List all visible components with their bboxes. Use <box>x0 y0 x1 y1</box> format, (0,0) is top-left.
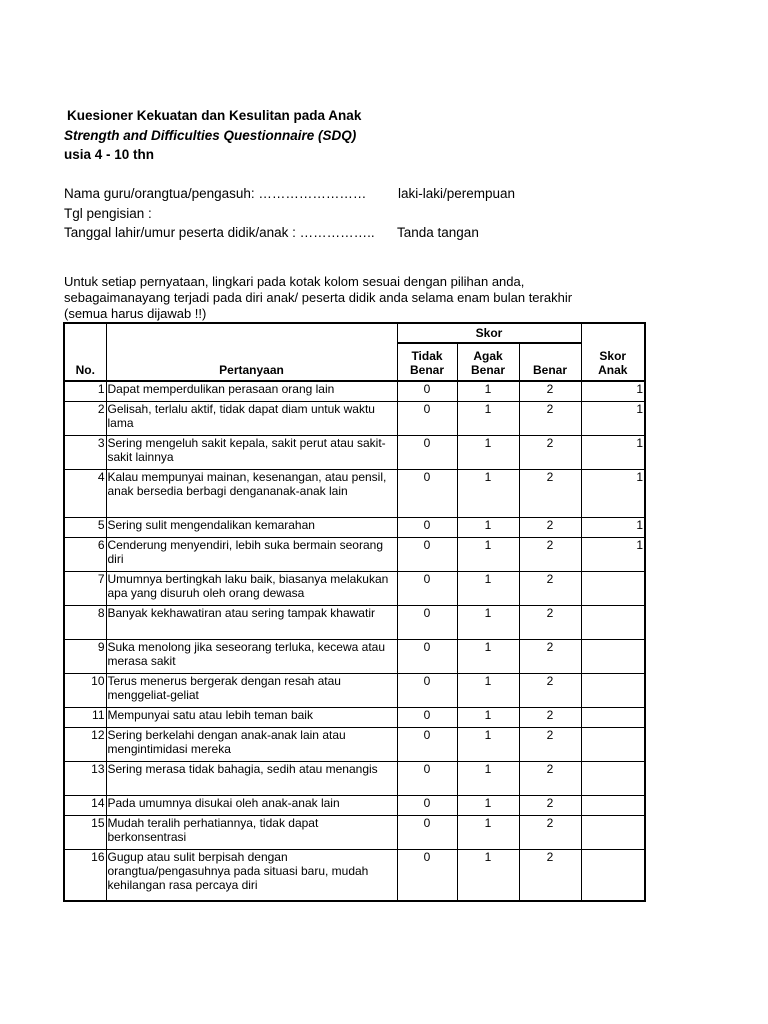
score-option-benar[interactable]: 2 <box>519 605 581 639</box>
question-text: Dapat memperdulikan perasaan orang lain <box>106 381 397 401</box>
score-option-agak-benar[interactable]: 1 <box>457 517 519 537</box>
table-row <box>64 707 645 727</box>
question-text: Banyak kekhawatiran atau sering tampak khawatir <box>106 605 397 639</box>
column-header-skor: Skor <box>397 323 581 343</box>
table-row <box>64 727 645 761</box>
question-text: Suka menolong jika seseorang terluka, kecewa atau merasa sakit <box>106 639 397 673</box>
table-row <box>64 673 645 707</box>
question-number: 2 <box>64 401 106 435</box>
question-number: 5 <box>64 517 106 537</box>
question-text: Mudah teralih perhatiannya, tidak dapat berkonsentrasi <box>106 815 397 849</box>
instruction-line: Untuk setiap pernyataan, lingkari pada kotak kolom sesuai dengan pilihan anda, <box>64 274 525 289</box>
score-option-agak-benar[interactable]: 1 <box>457 849 519 901</box>
table-row <box>64 795 645 815</box>
score-option-benar[interactable]: 2 <box>519 761 581 795</box>
score-option-agak-benar[interactable]: 1 <box>457 571 519 605</box>
table-row <box>64 401 645 435</box>
table-row <box>64 639 645 673</box>
question-text: Cenderung menyendiri, lebih suka bermain seorang diri <box>106 537 397 571</box>
score-option-agak-benar[interactable]: 1 <box>457 537 519 571</box>
question-number: 14 <box>64 795 106 815</box>
score-option-agak-benar[interactable]: 1 <box>457 435 519 469</box>
instruction-line: (semua harus dijawab !!) <box>64 306 207 321</box>
child-score[interactable] <box>581 673 645 707</box>
table-row <box>64 761 645 795</box>
score-option-tidak-benar[interactable]: 0 <box>397 849 457 901</box>
score-option-benar[interactable]: 2 <box>519 707 581 727</box>
question-text: Umumnya bertingkah laku baik, biasanya melakukan apa yang disuruh oleh orang dewasa <box>106 571 397 605</box>
column-header-benar: Benar <box>519 343 581 381</box>
score-option-agak-benar[interactable]: 1 <box>457 795 519 815</box>
score-option-tidak-benar[interactable]: 0 <box>397 401 457 435</box>
question-number: 7 <box>64 571 106 605</box>
question-number: 4 <box>64 469 106 517</box>
table-row <box>64 469 645 517</box>
score-option-benar[interactable]: 2 <box>519 435 581 469</box>
question-number: 8 <box>64 605 106 639</box>
score-option-benar[interactable]: 2 <box>519 381 581 401</box>
score-option-benar[interactable]: 2 <box>519 849 581 901</box>
child-score[interactable] <box>581 761 645 795</box>
age-range: usia 4 - 10 thn <box>64 147 155 162</box>
score-option-tidak-benar[interactable]: 0 <box>397 469 457 517</box>
score-option-tidak-benar[interactable]: 0 <box>397 605 457 639</box>
child-score[interactable] <box>581 639 645 673</box>
score-option-agak-benar[interactable]: 1 <box>457 727 519 761</box>
child-score[interactable] <box>581 815 645 849</box>
child-score[interactable] <box>581 727 645 761</box>
child-score[interactable] <box>581 849 645 901</box>
child-score[interactable]: 1 <box>581 401 645 435</box>
score-option-benar[interactable]: 2 <box>519 673 581 707</box>
score-option-benar[interactable]: 2 <box>519 639 581 673</box>
table-row <box>64 571 645 605</box>
child-score[interactable]: 1 <box>581 517 645 537</box>
column-header-agak-benar: Agak Benar <box>457 343 519 381</box>
child-score[interactable] <box>581 571 645 605</box>
instruction-line: sebagaimanayang terjadi pada diri anak/ peserta didik anda selama enam bulan terakhir <box>64 290 573 305</box>
score-option-benar[interactable]: 2 <box>519 401 581 435</box>
score-option-agak-benar[interactable]: 1 <box>457 469 519 517</box>
table-row <box>64 381 645 401</box>
table-row <box>64 537 645 571</box>
question-text: Terus menerus bergerak dengan resah atau menggeliat-geliat <box>106 673 397 707</box>
question-text: Sering sulit mengendalikan kemarahan <box>106 517 397 537</box>
table-row <box>64 605 645 639</box>
table-row <box>64 517 645 537</box>
child-score[interactable] <box>581 605 645 639</box>
child-score[interactable]: 1 <box>581 537 645 571</box>
question-number: 12 <box>64 727 106 761</box>
score-option-tidak-benar[interactable]: 0 <box>397 761 457 795</box>
score-option-benar[interactable]: 2 <box>519 517 581 537</box>
score-option-tidak-benar[interactable]: 0 <box>397 673 457 707</box>
question-text: Kalau mempunyai mainan, kesenangan, atau pensil, anak bersedia berbagi dengananak-anak lain <box>106 469 397 517</box>
question-number: 11 <box>64 707 106 727</box>
score-option-benar[interactable]: 2 <box>519 469 581 517</box>
score-option-tidak-benar[interactable]: 0 <box>397 795 457 815</box>
table-row <box>64 849 645 901</box>
score-option-benar[interactable]: 2 <box>519 727 581 761</box>
column-header-tidak-benar: Tidak Benar <box>397 343 457 381</box>
table-row <box>64 435 645 469</box>
score-option-benar[interactable]: 2 <box>519 815 581 849</box>
name-field-line[interactable]: Nama guru/orangtua/pengasuh: …………………… <box>64 186 367 201</box>
score-option-benar[interactable]: 2 <box>519 537 581 571</box>
column-header-question: Pertanyaan <box>106 323 397 381</box>
question-number: 15 <box>64 815 106 849</box>
score-option-tidak-benar[interactable]: 0 <box>397 727 457 761</box>
score-option-tidak-benar[interactable]: 0 <box>397 537 457 571</box>
sdq-table <box>63 322 646 902</box>
column-header-no: No. <box>64 323 106 381</box>
question-number: 6 <box>64 537 106 571</box>
title-indonesian: Kuesioner Kekuatan dan Kesulitan pada Anak <box>67 108 362 123</box>
birth-date-field-line[interactable]: Tanggal lahir/umur peserta didik/anak : …………….. <box>64 225 375 240</box>
score-option-tidak-benar[interactable]: 0 <box>397 639 457 673</box>
score-option-tidak-benar[interactable]: 0 <box>397 571 457 605</box>
score-option-benar[interactable]: 2 <box>519 795 581 815</box>
score-option-tidak-benar[interactable]: 0 <box>397 435 457 469</box>
question-text: Sering mengeluh sakit kepala, sakit perut atau sakit-sakit lainnya <box>106 435 397 469</box>
title-english: Strength and Difficulties Questionnaire (SDQ) <box>64 128 357 143</box>
question-number: 1 <box>64 381 106 401</box>
score-option-agak-benar[interactable]: 1 <box>457 605 519 639</box>
child-score[interactable]: 1 <box>581 469 645 517</box>
score-option-agak-benar[interactable]: 1 <box>457 381 519 401</box>
child-score[interactable] <box>581 707 645 727</box>
score-option-tidak-benar[interactable]: 0 <box>397 381 457 401</box>
score-option-agak-benar[interactable]: 1 <box>457 639 519 673</box>
score-option-agak-benar[interactable]: 1 <box>457 707 519 727</box>
score-option-agak-benar[interactable]: 1 <box>457 815 519 849</box>
child-score[interactable]: 1 <box>581 435 645 469</box>
child-score[interactable] <box>581 795 645 815</box>
score-option-agak-benar[interactable]: 1 <box>457 673 519 707</box>
question-number: 16 <box>64 849 106 901</box>
gender-field[interactable]: laki-laki/perempuan <box>398 186 516 201</box>
question-text: Sering berkelahi dengan anak-anak lain atau mengintimidasi mereka <box>106 727 397 761</box>
score-option-agak-benar[interactable]: 1 <box>457 761 519 795</box>
question-text: Gugup atau sulit berpisah dengan orangtua/pengasuhnya pada situasi baru, mudah kehilangan rasa percaya diri <box>106 849 397 901</box>
score-option-tidak-benar[interactable]: 0 <box>397 815 457 849</box>
question-text: Sering merasa tidak bahagia, sedih atau menangis <box>106 761 397 795</box>
question-number: 13 <box>64 761 106 795</box>
question-text: Mempunyai satu atau lebih teman baik <box>106 707 397 727</box>
question-text: Gelisah, terlalu aktif, tidak dapat diam untuk waktu lama <box>106 401 397 435</box>
signature-field[interactable]: Tanda tangan <box>397 225 479 240</box>
column-header-skor-anak: Skor Anak <box>581 323 645 381</box>
score-option-agak-benar[interactable]: 1 <box>457 401 519 435</box>
score-option-tidak-benar[interactable]: 0 <box>397 707 457 727</box>
table-row <box>64 815 645 849</box>
question-number: 3 <box>64 435 106 469</box>
fill-date-field[interactable]: Tgl pengisian : <box>64 206 152 221</box>
instructions <box>64 274 572 322</box>
question-number: 9 <box>64 639 106 673</box>
child-score[interactable]: 1 <box>581 381 645 401</box>
score-option-benar[interactable]: 2 <box>519 571 581 605</box>
score-option-tidak-benar[interactable]: 0 <box>397 517 457 537</box>
question-number: 10 <box>64 673 106 707</box>
question-text: Pada umumnya disukai oleh anak-anak lain <box>106 795 397 815</box>
